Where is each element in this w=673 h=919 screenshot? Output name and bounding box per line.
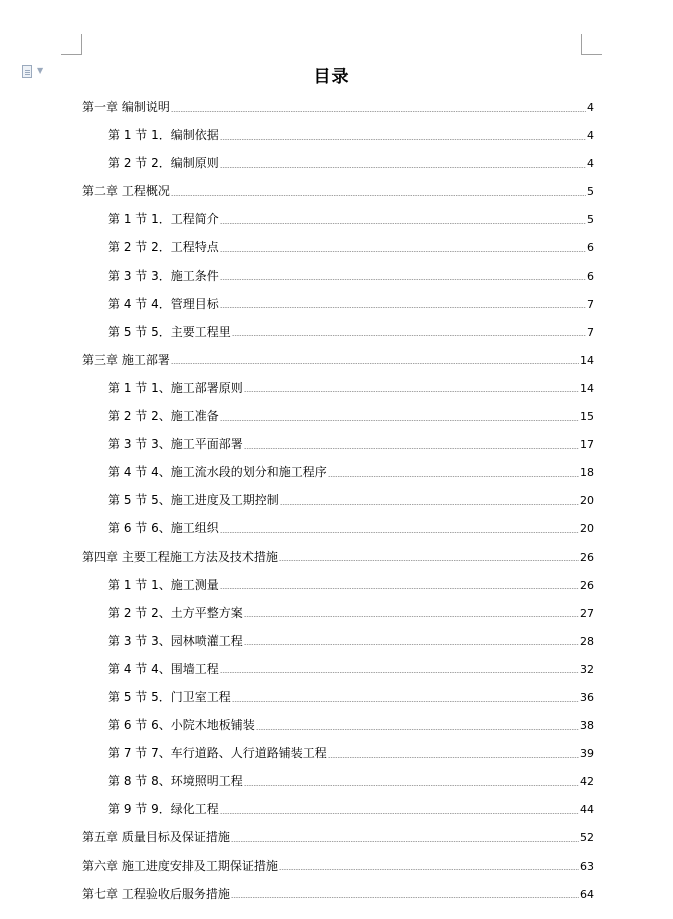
dot-leader: [232, 701, 579, 702]
toc-page-number: 4: [587, 157, 594, 171]
toc-section-entry[interactable]: [82, 374, 594, 402]
dot-leader: [231, 897, 579, 898]
dot-leader: [244, 391, 579, 392]
toc-page-number: 18: [580, 466, 594, 480]
toc-page-number: 15: [580, 410, 594, 424]
dot-leader: [171, 195, 586, 196]
toc-section-entry[interactable]: [82, 318, 594, 346]
toc-section-entry[interactable]: [82, 739, 594, 767]
toc-page-number: 63: [580, 859, 594, 873]
toc-entry-text: 第 4 节 4、围墙工程: [108, 661, 219, 676]
toc-section-entry[interactable]: [82, 430, 594, 458]
dot-leader: [220, 139, 586, 140]
toc-section-entry[interactable]: [82, 711, 594, 739]
toc-entry-text: 第 4 节 4、施工流水段的划分和施工程序: [108, 465, 327, 480]
dot-leader: [220, 588, 579, 589]
toc-section-entry[interactable]: [82, 627, 594, 655]
toc-entry-text: 第 5 节 5．主要工程里: [108, 324, 231, 339]
toc-entry-text: 第 5 节 5、施工进度及工期控制: [108, 493, 279, 508]
toc-entry-text: 第四章 主要工程施工方法及技术措施: [82, 549, 278, 564]
toc-entry-text: 第 3 节 3、施工平面部署: [108, 437, 243, 452]
dot-leader: [280, 504, 579, 505]
dot-leader: [328, 476, 579, 477]
toc-page-number: 38: [580, 719, 594, 733]
dot-leader: [328, 757, 579, 758]
toc-entry-text: 第 3 节 3、园林喷灌工程: [108, 633, 243, 648]
toc-section-entry[interactable]: [82, 795, 594, 823]
dot-leader: [220, 672, 579, 673]
toc-entry-text: 第 7 节 7、车行道路、人行道路铺装工程: [108, 746, 327, 761]
page-title: 目录: [313, 67, 350, 87]
toc-page-number: 64: [580, 887, 594, 901]
toc-section-entry[interactable]: [82, 121, 594, 149]
toc-page-number: 14: [580, 353, 594, 367]
toc-chapter-entry[interactable]: [82, 93, 594, 121]
dot-leader: [171, 363, 579, 364]
toc-section-entry[interactable]: [82, 290, 594, 318]
toc-section-entry[interactable]: [82, 571, 594, 599]
toc-entry-text: 第三章 施工部署: [82, 352, 170, 367]
toc-page-number: 27: [580, 606, 594, 620]
toc-section-entry[interactable]: [82, 402, 594, 430]
dot-leader: [279, 560, 579, 561]
toc-page-number: 44: [580, 803, 594, 817]
table-of-contents: [82, 93, 594, 908]
toc-entry-text: 第 5 节 5．门卫室工程: [108, 689, 231, 704]
margin-corner-top-right: [581, 34, 602, 55]
toc-entry-text: 第 6 节 6、施工组织: [108, 521, 219, 536]
toc-page-number: 36: [580, 690, 594, 704]
toc-section-entry[interactable]: [82, 683, 594, 711]
chevron-down-icon[interactable]: ▼: [37, 66, 44, 75]
toc-entry-text: 第一章 编制说明: [82, 100, 170, 114]
toc-page-number: 28: [580, 634, 594, 648]
toc-page-number: 5: [587, 185, 594, 199]
toc-entry-text: 第 1 节 1．工程简介: [108, 212, 219, 227]
toc-entry-text: 第 3 节 3．施工条件: [108, 268, 219, 283]
toc-page-number: 20: [580, 522, 594, 536]
dot-leader: [220, 279, 586, 280]
dot-leader: [220, 251, 586, 252]
toc-entry-text: 第 2 节 2．工程特点: [108, 240, 219, 255]
toc-section-entry[interactable]: [82, 514, 594, 542]
toc-page-number: 20: [580, 494, 594, 508]
toc-section-entry[interactable]: [82, 205, 594, 233]
toc-page-number: 14: [580, 381, 594, 395]
dot-leader: [244, 616, 579, 617]
toc-section-entry[interactable]: [82, 262, 594, 290]
toc-entry-text: 第 2 节 2、土方平整方案: [108, 605, 243, 620]
toc-entry-text: 第 6 节 6、小院木地板铺装: [108, 718, 255, 733]
toc-entry-text: 第 9 节 9．绿化工程: [108, 802, 219, 817]
toc-entry-text: 第 8 节 8、环境照明工程: [108, 774, 243, 789]
toc-section-entry[interactable]: [82, 486, 594, 514]
dot-leader: [232, 335, 586, 336]
toc-chapter-entry[interactable]: [82, 852, 594, 880]
toc-page-number: 39: [580, 747, 594, 761]
toc-page-number: 42: [580, 775, 594, 789]
toc-chapter-entry[interactable]: [82, 880, 594, 908]
toc-page-number: 52: [580, 831, 594, 845]
toc-page-number: 7: [587, 297, 594, 311]
dot-leader: [244, 644, 579, 645]
dot-leader: [256, 729, 579, 730]
dot-leader: [220, 420, 579, 421]
toc-chapter-entry[interactable]: [82, 543, 594, 571]
toc-entry-text: 第五章 质量目标及保证措施: [82, 830, 230, 845]
dot-leader: [244, 785, 579, 786]
toc-entry-text: 第 4 节 4．管理目标: [108, 296, 219, 311]
toc-chapter-entry[interactable]: [82, 823, 594, 851]
dot-leader: [220, 813, 579, 814]
dot-leader: [244, 448, 579, 449]
dot-leader: [171, 111, 586, 112]
toc-section-entry[interactable]: [82, 233, 594, 261]
toc-entry-text: 第 2 节 2．编制原则: [108, 156, 219, 171]
toc-page-number: 26: [580, 550, 594, 564]
margin-corner-top-left: [61, 34, 82, 55]
toc-page-number: 32: [580, 662, 594, 676]
toc-page-number: 4: [587, 101, 594, 114]
toc-page-number: 7: [587, 325, 594, 339]
toc-page-number: 6: [587, 269, 594, 283]
dot-leader: [220, 532, 579, 533]
toc-chapter-entry[interactable]: [82, 177, 594, 205]
dot-leader: [220, 167, 586, 168]
toc-section-entry[interactable]: [82, 767, 594, 795]
toc-section-entry[interactable]: [82, 655, 594, 683]
toc-section-entry[interactable]: [82, 458, 594, 486]
toc-entry-text: 第 1 节 1、施工测量: [108, 577, 219, 592]
toc-page-number: 6: [587, 241, 594, 255]
dot-leader: [220, 307, 586, 308]
dot-leader: [220, 223, 586, 224]
toc-entry-text: 第二章 工程概况: [82, 184, 170, 199]
toc-entry-text: 第 2 节 2、施工准备: [108, 409, 219, 424]
toc-entry-text: 第 1 节 1、施工部署原则: [108, 380, 243, 395]
toc-page-number: 5: [587, 213, 594, 227]
dot-leader: [231, 841, 579, 842]
toc-entry-text: 第 1 节 1．编制依据: [108, 128, 219, 143]
toc-chapter-entry[interactable]: [82, 346, 594, 374]
toc-page-number: 17: [580, 438, 594, 452]
toc-section-entry[interactable]: [82, 599, 594, 627]
toc-entry-text: 第六章 施工进度安排及工期保证措施: [82, 858, 278, 873]
toc-section-entry[interactable]: [82, 149, 594, 177]
toc-page-number: 26: [580, 578, 594, 592]
toc-entry-text: 第七章 工程验收后服务措施: [82, 886, 230, 901]
dot-leader: [279, 869, 579, 870]
toc-page-number: 4: [587, 129, 594, 143]
